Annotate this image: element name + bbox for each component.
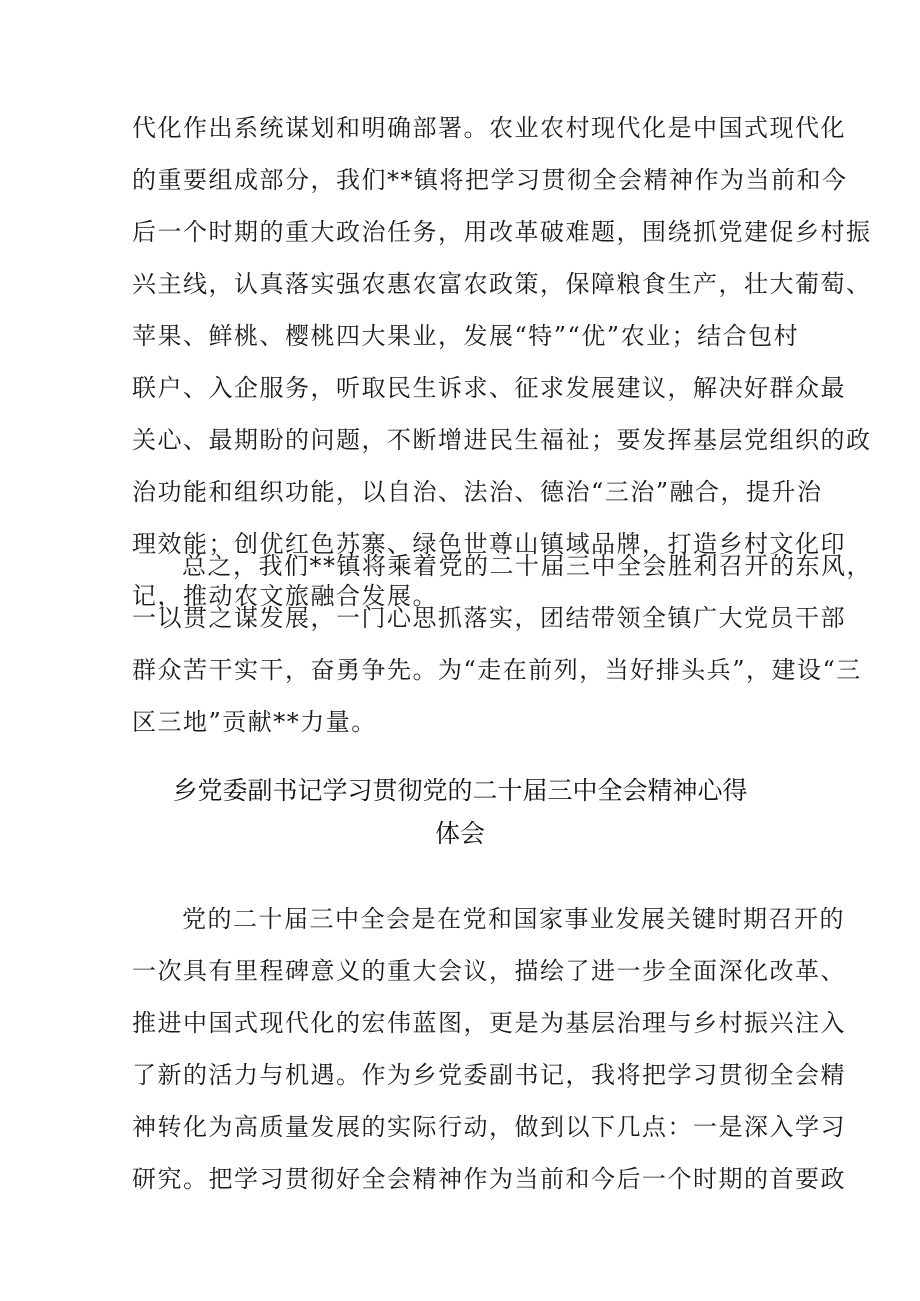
text-line: 理效能；创优红色苏寨、绿色世尊山镇域品牌，打造乡村文化印	[132, 530, 846, 558]
text-line: 苹果、鲜桃、樱桃四大果业，发展“特”“优”农业；结合包村	[132, 322, 800, 350]
text-line: 联户、入企服务，听取民生诉求、征求发展建议，解决好群众最	[132, 374, 846, 402]
article-title	[0, 769, 920, 855]
text-line: 了新的活力与机遇。作为乡党委副书记，我将把学习贯彻全会精	[132, 1061, 846, 1089]
article-title-line-2: 体会	[434, 819, 485, 848]
text-line: 推进中国式现代化的宏伟蓝图，更是为基层治理与乡村振兴注入	[132, 1009, 846, 1037]
text-line: 研究。把学习贯彻好全会精神作为当前和今后一个时期的首要政	[132, 1165, 846, 1193]
text-line: 神转化为高质量发展的实际行动，做到以下几点：一是深入学习	[132, 1113, 846, 1141]
text-line: 记，推动农文旅融合发展。	[132, 582, 438, 610]
text-line: 总之，我们**镇将乘着党的二十届三中全会胜利召开的东风，	[182, 552, 872, 580]
text-line: 代化作出系统谋划和明确部署。农业农村现代化是中国式现代化	[132, 114, 846, 142]
paragraph-conclusion	[132, 540, 872, 748]
article-title-line-1: 乡党委副书记学习贯彻党的二十届三中全会精神心得	[172, 776, 748, 805]
text-line: 一以贯之谋发展，一门心思抓落实，团结带领全镇广大党员干部	[132, 604, 846, 632]
text-line: 一次具有里程碑意义的重大会议，描绘了进一步全面深化改革、	[132, 957, 846, 985]
text-line: 群众苦干实干，奋勇争先。为“走在前列，当好排头兵”，建设“三	[132, 656, 862, 684]
text-line: 后一个时期的重大政治任务，用改革破难题，围绕抓党建促乡村振	[132, 218, 872, 246]
text-line: 党的二十届三中全会是在党和国家事业发展关键时期召开的	[182, 905, 845, 933]
text-line: 兴主线，认真落实强农惠农富农政策，保障粮食生产，壮大葡萄、	[132, 270, 872, 298]
paragraph-plenum-intro	[132, 893, 846, 1205]
text-line: 的重要组成部分，我们**镇将把学习贯彻全会精神作为当前和今	[132, 166, 848, 194]
text-line: 治功能和组织功能，以自治、法治、德治“三治”融合，提升治	[132, 478, 823, 506]
text-line: 区三地”贡献**力量。	[132, 708, 377, 736]
text-line: 关心、最期盼的问题，不断增进民生福祉；要发挥基层党组织的政	[132, 426, 872, 454]
